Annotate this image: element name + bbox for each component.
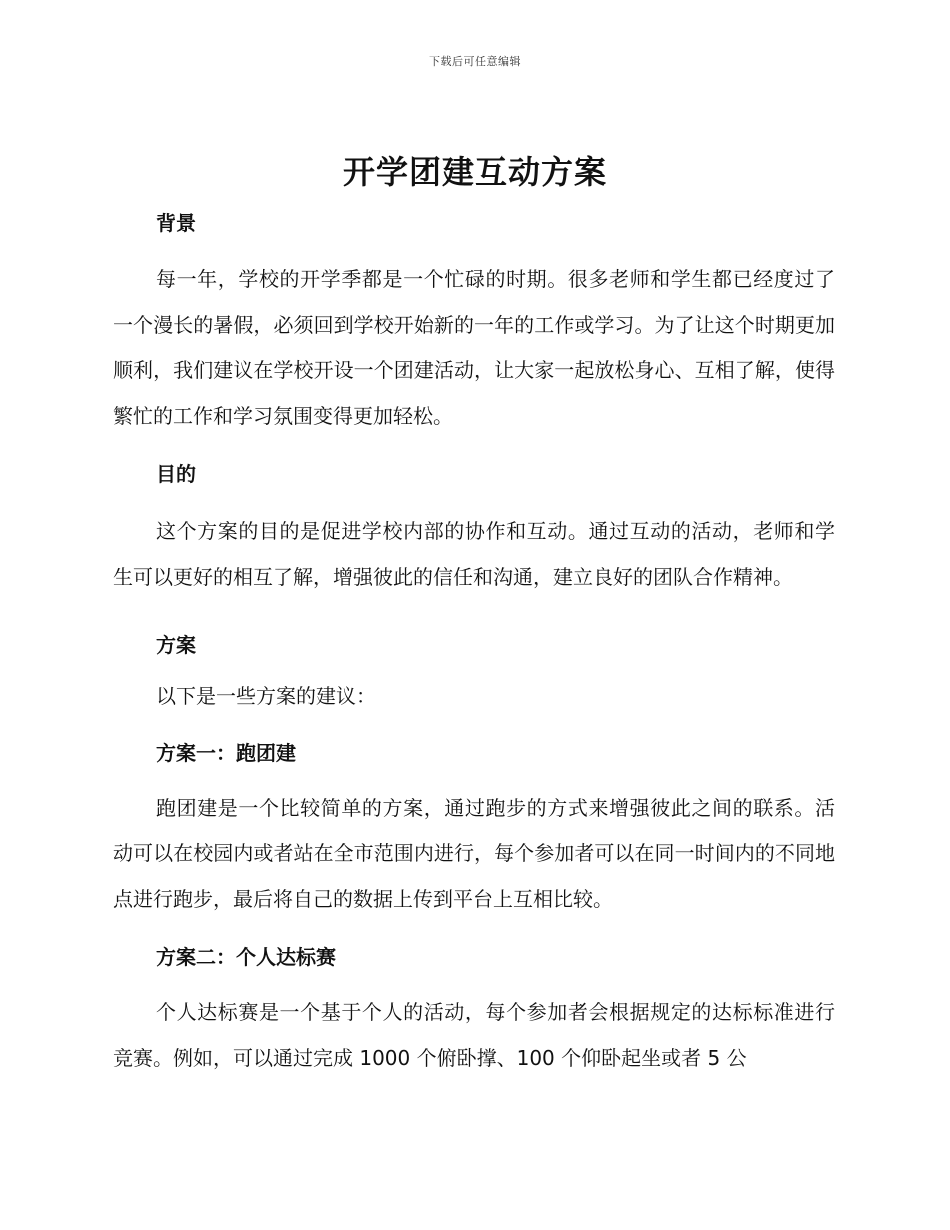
section-heading-plan: 方案 xyxy=(156,633,196,657)
document-body xyxy=(113,200,835,1081)
section-heading-background: 背景 xyxy=(156,211,196,235)
section-paragraph-plan-one: 跑团建是一个比较简单的方案，通过跑步的方式来增强彼此之间的联系。活动可以在校园内或者站在全市范围内进行，每个参加者可以在同一时间内的不同地点进行跑步，最后将自己的数据上传到平台上互相比较。 xyxy=(113,795,835,911)
section-heading-plan-two: 方案二：个人达标赛 xyxy=(156,945,336,969)
section-heading-goal: 目的 xyxy=(156,462,196,486)
section-paragraph-goal: 这个方案的目的是促进学校内部的协作和互动。通过互动的活动，老师和学生可以更好的相互了解，增强彼此的信任和沟通，建立良好的团队合作精神。 xyxy=(113,519,835,589)
section-paragraph-plan-two: 个人达标赛是一个基于个人的活动，每个参加者会根据规定的达标标准进行竞赛。例如，可以通过完成 1000 个俯卧撑、100 个仰卧起坐或者 5 公 xyxy=(113,1000,835,1070)
section-paragraph-background: 每一年，学校的开学季都是一个忙碌的时期。很多老师和学生都已经度过了一个漫长的暑假，必须回到学校开始新的一年的工作或学习。为了让这个时期更加顺利，我们建议在学校开设一个团建活动，让大家一起放松身心、互相了解，使得繁忙的工作和学习氛围变得更加轻松。 xyxy=(113,267,835,428)
header-note: 下载后可任意编辑 xyxy=(429,55,521,68)
section-paragraph-plan-intro: 以下是一些方案的建议： xyxy=(156,684,376,708)
document-title: 开学团建互动方案 xyxy=(342,153,607,191)
section-heading-plan-one: 方案一：跑团建 xyxy=(156,740,296,765)
